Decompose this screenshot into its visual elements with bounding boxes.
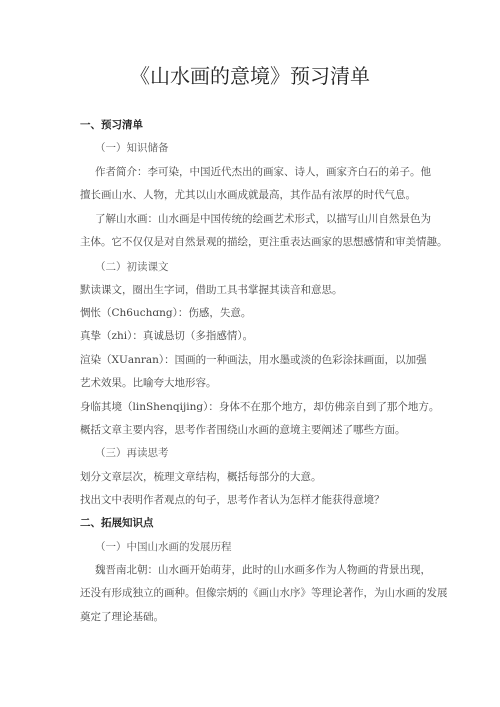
paragraph-line: 主体。它不仅仅是对自然景观的描绘，更注重表达画家的思想感情和审美情趣。 (80, 236, 448, 248)
subsection-heading-knowledge: （一）知识储备 (95, 142, 169, 154)
paragraph-line: 擅长画山水、人物，尤其以山水画成就最高，其作品有浓厚的时代气息。 (80, 189, 416, 201)
subsection-heading-history: （一）中国山水画的发展历程 (95, 541, 232, 553)
subsection-heading-rereading: （三）再读思考 (95, 447, 169, 459)
vocab-line: 身临其境（linShenqijing）：身体不在那个地方，却仿佛亲自到了那个地方。 (80, 401, 440, 413)
paragraph-line: 找出文中表明作者观点的句子，思考作者认为怎样才能获得意境？ (80, 494, 385, 506)
document-title: 《山水画的意境》预习清单 (130, 64, 370, 88)
vocab-line: 渲染（XUanran）：国画的一种画法，用水墨或淡的色彩涂抹画面，以加强 (80, 354, 427, 366)
paragraph-line: 划分文章层次，梳理文章结构，概括每部分的大意。 (80, 471, 322, 483)
vocab-line: 惆怅（Ch6uchɑng）：伤感，失意。 (80, 307, 252, 319)
paragraph-line: 奠定了理论基础。 (80, 611, 164, 623)
subsection-heading-first-reading: （二）初读课文 (95, 261, 169, 273)
vocab-line: 真挚（zhi）：真诚恳切（多指感情）。 (80, 330, 254, 342)
paragraph-line: 概括文章主要内容，思考作者围绕山水画的意境主要阐述了哪些方面。 (80, 424, 406, 436)
paragraph-line: 艺术效果。比喻夸大地形容。 (80, 377, 217, 389)
section-heading-extension: 二、拓展知识点 (80, 517, 154, 529)
paragraph-line: 还没有形成独立的画种。但像宗炳的《画山水序》等理论著作，为山水画的发展 (80, 587, 448, 599)
section-heading-preview-list: 一、预习清单 (80, 119, 143, 131)
paragraph-line: 魏晋南北朝：山水画开始萌芽，此时的山水画多作为人物画的背景出现， (95, 564, 431, 576)
paragraph-line: 默读课文，圈出生字词，借助工具书掌握其读音和意思。 (80, 284, 343, 296)
paragraph-line: 作者简介：李可染，中国近代杰出的画家、诗人，画家齐白石的弟子。他 (95, 166, 431, 178)
paragraph-line: 了解山水画：山水画是中国传统的绘画艺术形式，以描写山川自然景色为 (95, 213, 431, 225)
